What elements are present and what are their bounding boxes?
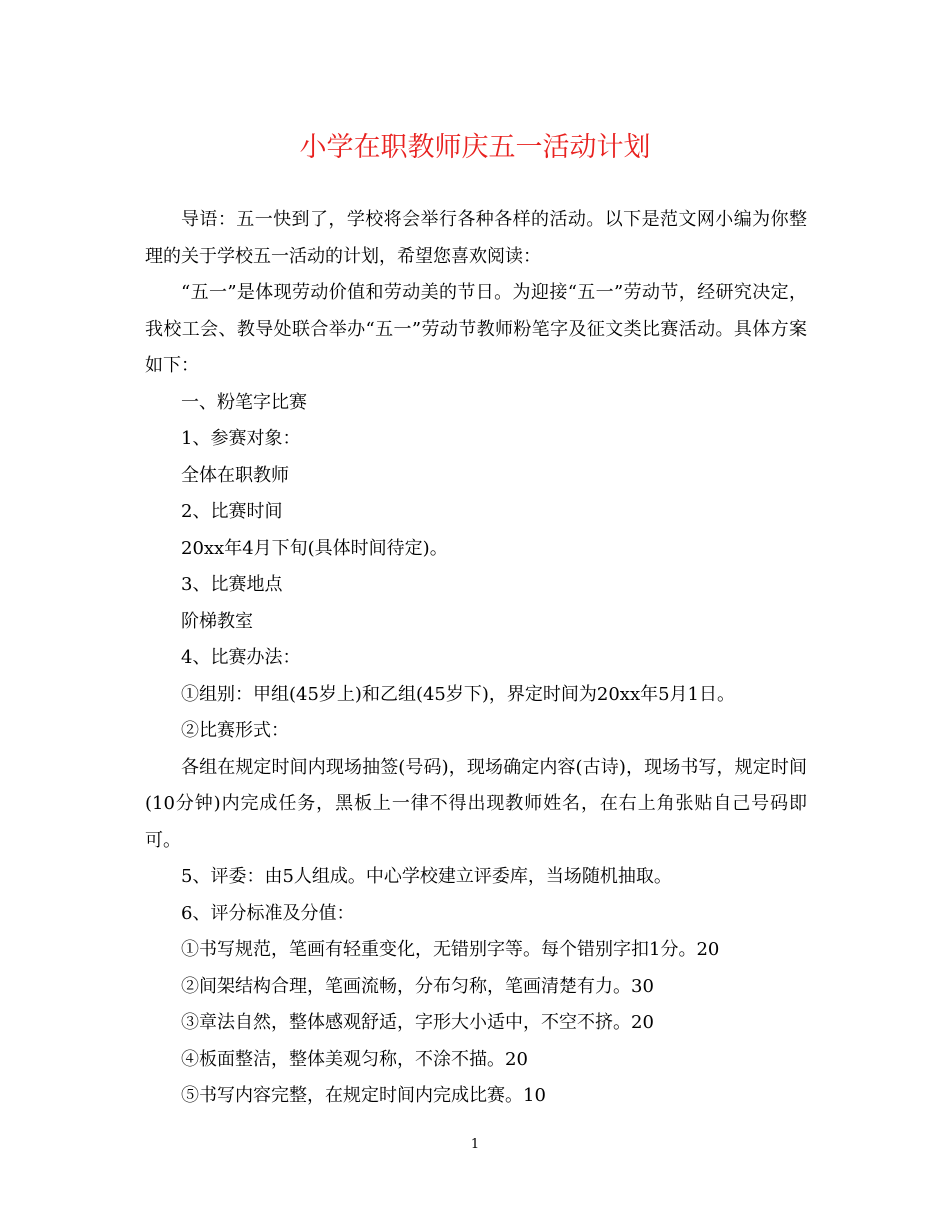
page-number: 1 — [470, 1137, 480, 1152]
paragraph: 4、比赛办法： — [181, 647, 301, 668]
paragraph: ②比赛形式： — [181, 720, 289, 741]
paragraph: ①组别：甲组(45岁上)和乙组(45岁下)，界定时间为20xx年5月1日。 — [181, 683, 736, 705]
paragraph: ②间架结构合理，笔画流畅，分布匀称，笔画清楚有力。30 — [181, 975, 654, 997]
paragraph: “五一”是体现劳动价值和劳动美的节日。为迎接“五一”劳动节，经研究决定，我校工会、教导处联合举办“五一”劳动节教师粉笔字及征文类比赛活动。具体方案如下： — [145, 282, 807, 376]
paragraph: 一、粉笔字比赛 — [181, 391, 307, 413]
paragraph: ④板面整洁，整体美观匀称，不涂不描。20 — [181, 1048, 528, 1070]
document-body — [145, 202, 807, 1115]
paragraph: ③章法自然，整体感观舒适，字形大小适中，不空不挤。20 — [181, 1012, 654, 1033]
paragraph: 2、比赛时间 — [181, 501, 283, 522]
paragraph: 1、参赛对象： — [181, 428, 301, 449]
paragraph: ①书写规范，笔画有轻重变化，无错别字等。每个错别字扣1分。20 — [181, 939, 720, 960]
paragraph: 全体在职教师 — [181, 464, 289, 486]
paragraph: 5、评委：由5人组成。中心学校建立评委库，当场随机抽取。 — [181, 866, 672, 887]
paragraph: ⑤书写内容完整，在规定时间内完成比赛。10 — [181, 1085, 546, 1106]
paragraph: 20xx年4月下旬(具体时间待定)。 — [181, 537, 448, 559]
document-title: 小学在职教师庆五一活动计划 — [299, 132, 651, 163]
paragraph: 各组在规定时间内现场抽签(号码)，现场确定内容(古诗)，现场书写，规定时间(10分钟)内完成任务，黑板上一律不得出现教师姓名，在右上角张贴自己号码即可。 — [145, 756, 807, 851]
paragraph: 导语：五一快到了，学校将会举行各种各样的活动。以下是范文网小编为你整理的关于学校五一活动的计划，希望您喜欢阅读： — [145, 209, 807, 267]
paragraph: 阶梯教室 — [181, 610, 253, 632]
paragraph: 6、评分标准及分值： — [181, 902, 355, 924]
paragraph: 3、比赛地点 — [181, 574, 283, 595]
